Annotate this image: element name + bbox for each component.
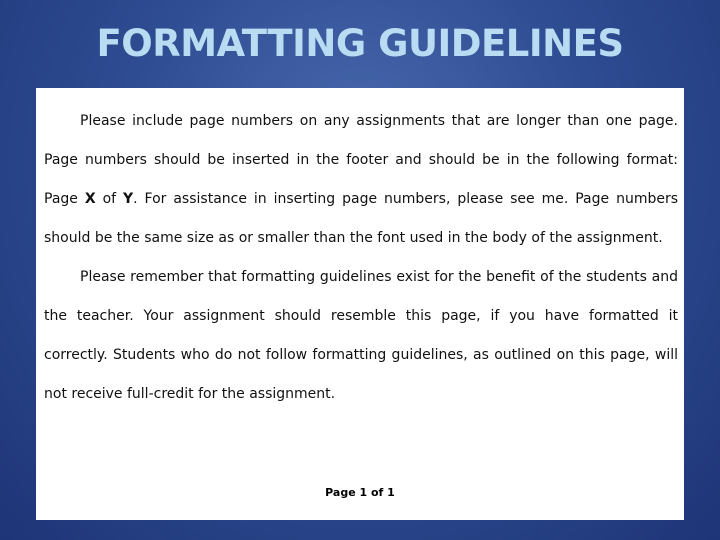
paragraph-text: Please include page numbers on any assignments that are longer than one page. Page numbers should be inserted in the footer and should be in the following format: Page (44, 113, 678, 207)
page-footer: Page 1 of 1 (325, 486, 395, 499)
paragraph-guidelines: Please remember that formatting guidelines exist for the benefit of the students and the teacher. Your assignment should resemble this page, if you have formatted it correctly. Students who do not follow formatting guidelines, as outlined on this page, will not receive full-credit for the assignment. (44, 269, 678, 402)
document-body (44, 102, 678, 414)
paragraph-text: . For assistance in inserting page numbers, please see me. Page numbers should be the same size as or smaller than the font used in the body of the assignment. (44, 191, 679, 246)
paragraph-page-numbers (44, 102, 678, 258)
paragraph-text: of (95, 191, 124, 207)
slide-title: FORMATTING GUIDELINES (96, 22, 624, 65)
document-page (36, 88, 684, 520)
placeholder-y: Y (123, 191, 134, 207)
placeholder-x: X (84, 191, 96, 207)
